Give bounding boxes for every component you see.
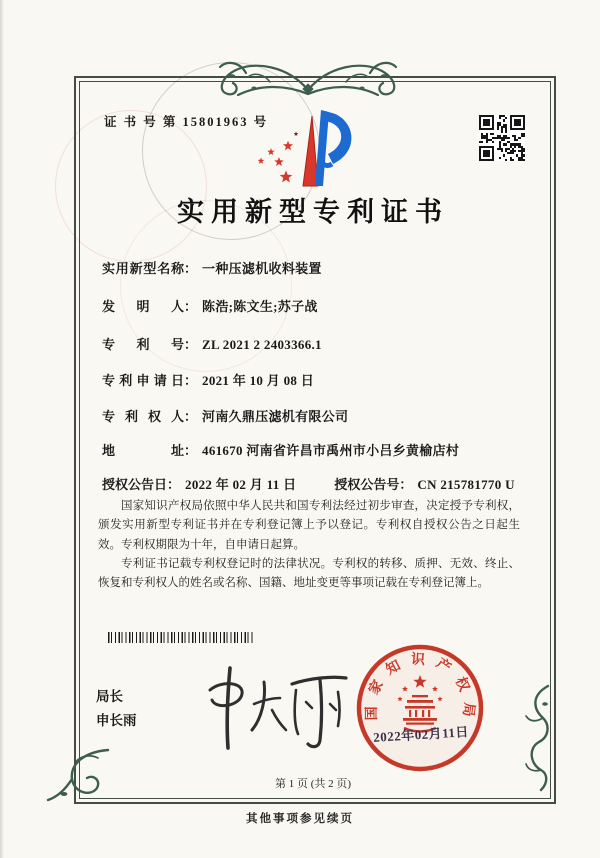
field-colon: ：	[184, 261, 198, 276]
field-value: 461670 河南省许昌市禹州市小吕乡黄榆店村	[202, 443, 460, 458]
field-value: 2021 年 10 月 08 日	[202, 373, 315, 388]
field-grant-row	[102, 474, 515, 493]
grant-date-label: 授权公告日	[102, 477, 168, 492]
handwritten-signature-icon	[192, 660, 352, 755]
field-value: 陈浩;陈文生;苏子战	[202, 299, 318, 314]
legal-paragraph: 专利证书记载专利权登记时的法律状况。专利权的转移、质押、无效、终止、恢复和专利权人的姓名或名称、国籍、地址变更等事项记载在专利登记簿上。	[98, 557, 520, 590]
certificate-title: 实用新型专利证书	[177, 197, 449, 227]
qr-code-icon	[479, 115, 525, 161]
field-label: 专利权人	[102, 409, 184, 424]
barcode-icon	[108, 632, 254, 643]
field-label: 地址	[102, 443, 184, 458]
field-colon: ：	[184, 443, 198, 458]
seal-org-text: 国家知识产权局	[364, 652, 477, 728]
field-patentee	[102, 406, 348, 425]
grant-date-value: 2022 年 02 月 11 日	[185, 477, 297, 492]
continuation-note: 其他事项参见续页	[246, 813, 354, 825]
field-label: 实用新型名称	[102, 261, 184, 276]
legal-paragraph: 国家知识产权局依照中华人民共和国专利法经过初步审查，决定授予专利权，颁发实用新型专利证书并在专利登记簿上予以登记。专利权自授权公告之日起生效。专利权期限为十年，自申请日起算。	[98, 500, 520, 551]
grant-number-value: CN 215781770 U	[417, 477, 515, 492]
field-colon: ：	[184, 337, 198, 352]
field-address	[102, 440, 459, 459]
field-colon: ：	[167, 477, 181, 492]
field-label: 专利号	[102, 337, 184, 352]
field-colon: ：	[184, 409, 198, 424]
certificate-number: 证 书 号 第 15801963 号	[104, 115, 269, 129]
field-filing-date	[102, 370, 314, 389]
field-label: 专利申请日	[102, 373, 184, 388]
official-seal-icon	[354, 642, 486, 774]
field-label: 发明人	[102, 299, 184, 314]
seal-date-stamp: 2022年02月11日	[372, 724, 470, 745]
field-value: ZL 2021 2 2403366.1	[202, 337, 322, 352]
commissioner-name: 申长雨	[96, 713, 137, 728]
field-value: 一种压滤机收料装置	[202, 261, 322, 276]
scan-edge-shadow	[0, 0, 4, 858]
field-value: 河南久鼎压滤机有限公司	[202, 409, 349, 424]
field-colon: ：	[399, 477, 413, 492]
field-colon: ：	[184, 299, 198, 314]
cnipa-patent-logo-icon	[250, 92, 362, 194]
field-colon: ：	[184, 373, 198, 388]
field-utility-model-name	[102, 258, 322, 277]
page-number: 第 1 页 (共 2 页)	[274, 778, 352, 790]
field-patent-number	[102, 334, 322, 353]
grant-number-label: 授权公告号	[334, 477, 400, 492]
commissioner-block	[96, 685, 137, 733]
legal-text-block	[98, 497, 520, 594]
commissioner-title: 局长	[96, 689, 123, 704]
field-inventor	[102, 296, 318, 315]
